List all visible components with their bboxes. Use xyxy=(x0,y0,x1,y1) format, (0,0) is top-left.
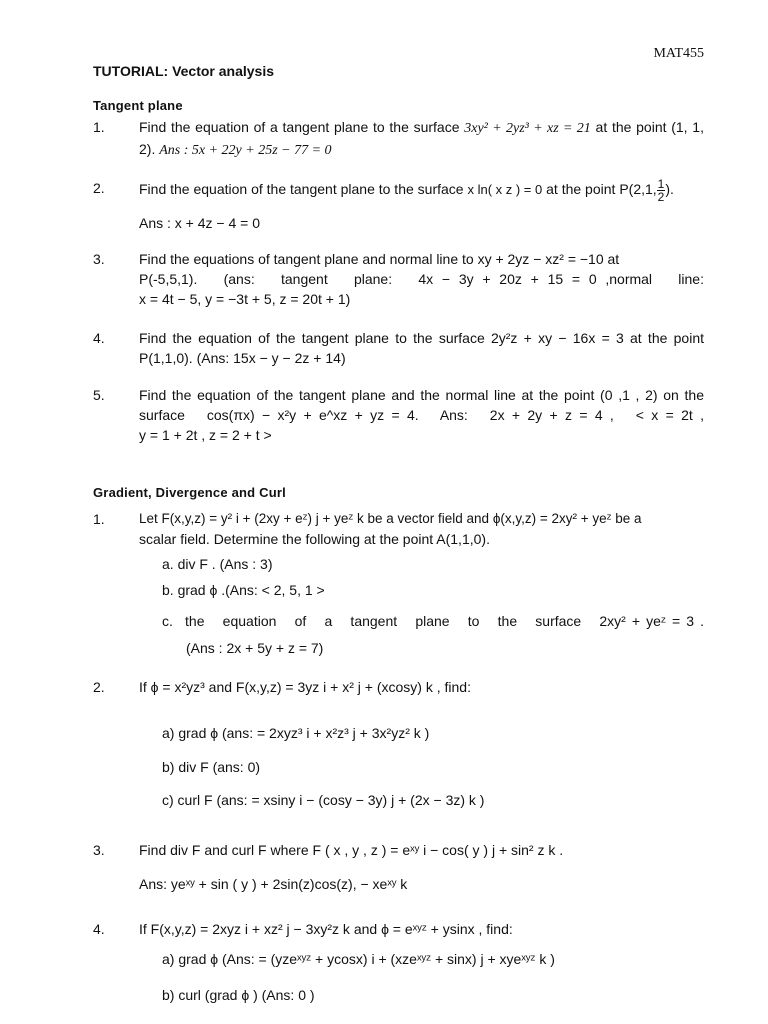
answer-text: Ans : x + 4z − 4 = 0 xyxy=(139,215,261,231)
question-tp-1 xyxy=(93,117,704,161)
question-body xyxy=(139,328,704,368)
question-number: 5. xyxy=(93,387,105,403)
section-heading-tangent-plane: Tangent plane xyxy=(93,98,183,113)
point-text: P(2,1, xyxy=(619,181,657,198)
point-text: at the point (1, 1, 2). xyxy=(139,119,704,157)
subquestion-gdc-2a: a) grad ϕ (ans: = 2xyz³ i + x²z³ j + 3x²yz² k ) xyxy=(162,725,430,741)
question-number: 3. xyxy=(93,251,105,267)
question-body: If ϕ = x²yz³ and F(x,y,z) = 3yz i + x² j + (xcosy) k , find: xyxy=(139,679,471,695)
question-line: Find the equation of the tangent plane to the surface 2y²z + xy − 16x = 3 at the point xyxy=(139,330,704,346)
question-line: scalar field. Determine the following at the point A(1,1,0). xyxy=(139,531,490,547)
question-line: P(-5,5,1). (ans: tangent plane: 4x − 3y + 20z + 15 = 0 ,normal line: xyxy=(139,271,704,287)
question-number: 4. xyxy=(93,330,105,346)
question-line: Find the equations of tangent plane and normal line to xy + 2yz − xz² = −10 at xyxy=(139,251,620,267)
subquestion-gdc-2b: b) div F (ans: 0) xyxy=(162,759,261,775)
answer-text: Ans : 5x + 22y + 25z − 77 = 0 xyxy=(159,143,332,158)
question-text: Find the equation of a tangent plane to the surface xyxy=(139,119,460,135)
question-line: Find the equation of the tangent plane and the normal line at the point (0 ,1 , 2) on the xyxy=(139,387,704,403)
question-number: 1. xyxy=(93,119,105,135)
subquestion-gdc-4b: b) curl (grad ϕ ) (Ans: 0 ) xyxy=(162,987,315,1003)
subquestion-gdc-4a: a) grad ϕ (Ans: = (yzeˣʸᶻ + ycosx) i + (xzeˣʸᶻ + sinx) j + xyeˣʸᶻ k ) xyxy=(162,951,555,967)
question-tp-5 xyxy=(93,385,704,445)
subquestion-gdc-1a: a. div F . (Ans : 3) xyxy=(162,556,273,572)
question-body xyxy=(139,249,704,309)
page-title: TUTORIAL: Vector analysis xyxy=(93,63,275,79)
question-body xyxy=(139,840,704,894)
question-number: 2. xyxy=(93,679,105,695)
question-number: 2. xyxy=(93,180,105,196)
section-heading-gradient-divergence-curl: Gradient, Divergence and Curl xyxy=(93,485,286,500)
question-body: If F(x,y,z) = 2xyz i + xz² j − 3xy²z k and ϕ = eˣʸᶻ + ysinx , find: xyxy=(139,921,513,937)
question-body: Find the equation of the tangent plane to the surface x ln( x z ) = 0 at the point P(2,1, $\frac{1}{2}$ ). xyxy=(139,177,674,204)
answer-text: y = 1 + 2t , z = 2 + t > xyxy=(139,427,272,443)
question-number: 1. xyxy=(93,511,105,527)
question-gdc-2 xyxy=(93,677,704,697)
subquestion-gdc-2c: c) curl F (ans: = xsiny i − (cosy − 3y) j + (2x − 3z) k ) xyxy=(162,792,485,808)
fraction-one-half: $\frac{1}{2}$ xyxy=(657,177,665,204)
question-tp-4 xyxy=(93,328,704,368)
question-line: surface cos(πx) − x²y + e^xz + yz = 4. Ans: 2x + 2y + z = 4 , < x = 2t , xyxy=(139,407,704,423)
question-tp-3 xyxy=(93,249,704,309)
question-line: Find div F and curl F where F ( x , y , z ) = eˣʸ i − cos( y ) j + sin² z k . xyxy=(139,842,564,858)
subquestion-gdc-1b: b. grad ϕ .(Ans: < 2, 5, 1 > xyxy=(162,582,325,598)
question-tp-2 xyxy=(93,178,704,233)
question-gdc-1 xyxy=(93,509,704,549)
question-body xyxy=(139,385,704,445)
surface-equation: 3xy² + 2yz³ + xz = 21 xyxy=(464,121,591,136)
answer-text: Ans: yeˣʸ + sin ( y ) + 2sin(z)cos(z), − xeˣʸ k xyxy=(139,876,408,892)
answer-text: x = 4t − 5, y = −3t + 5, z = 20t + 1) xyxy=(139,291,351,307)
point-label: at the point xyxy=(546,181,616,198)
course-code: MAT455 xyxy=(653,46,704,61)
question-number: 3. xyxy=(93,842,105,858)
question-body xyxy=(139,117,704,161)
question-gdc-3 xyxy=(93,840,704,894)
question-text: Find the equation of the tangent plane to the surface xyxy=(139,181,464,198)
answer-text: P(1,1,0). (Ans: 15x − y − 2z + 14) xyxy=(139,350,346,366)
question-number: 4. xyxy=(93,921,105,937)
surface-equation: x ln( x z ) = 0 xyxy=(467,182,543,198)
question-gdc-4 xyxy=(93,919,704,939)
question-body xyxy=(139,509,704,549)
subquestion-gdc-1c-answer: (Ans : 2x + 5y + z = 7) xyxy=(186,640,324,656)
subquestion-gdc-1c: c. the equation of a tangent plane to the surface 2xy² + yeᶻ = 3 . xyxy=(162,613,704,629)
question-line: Let F(x,y,z) = y² i + (2xy + eᶻ) j + yeᶻ k be a vector field and ϕ(x,y,z) = 2xy² + yeᶻ be a xyxy=(139,511,642,526)
